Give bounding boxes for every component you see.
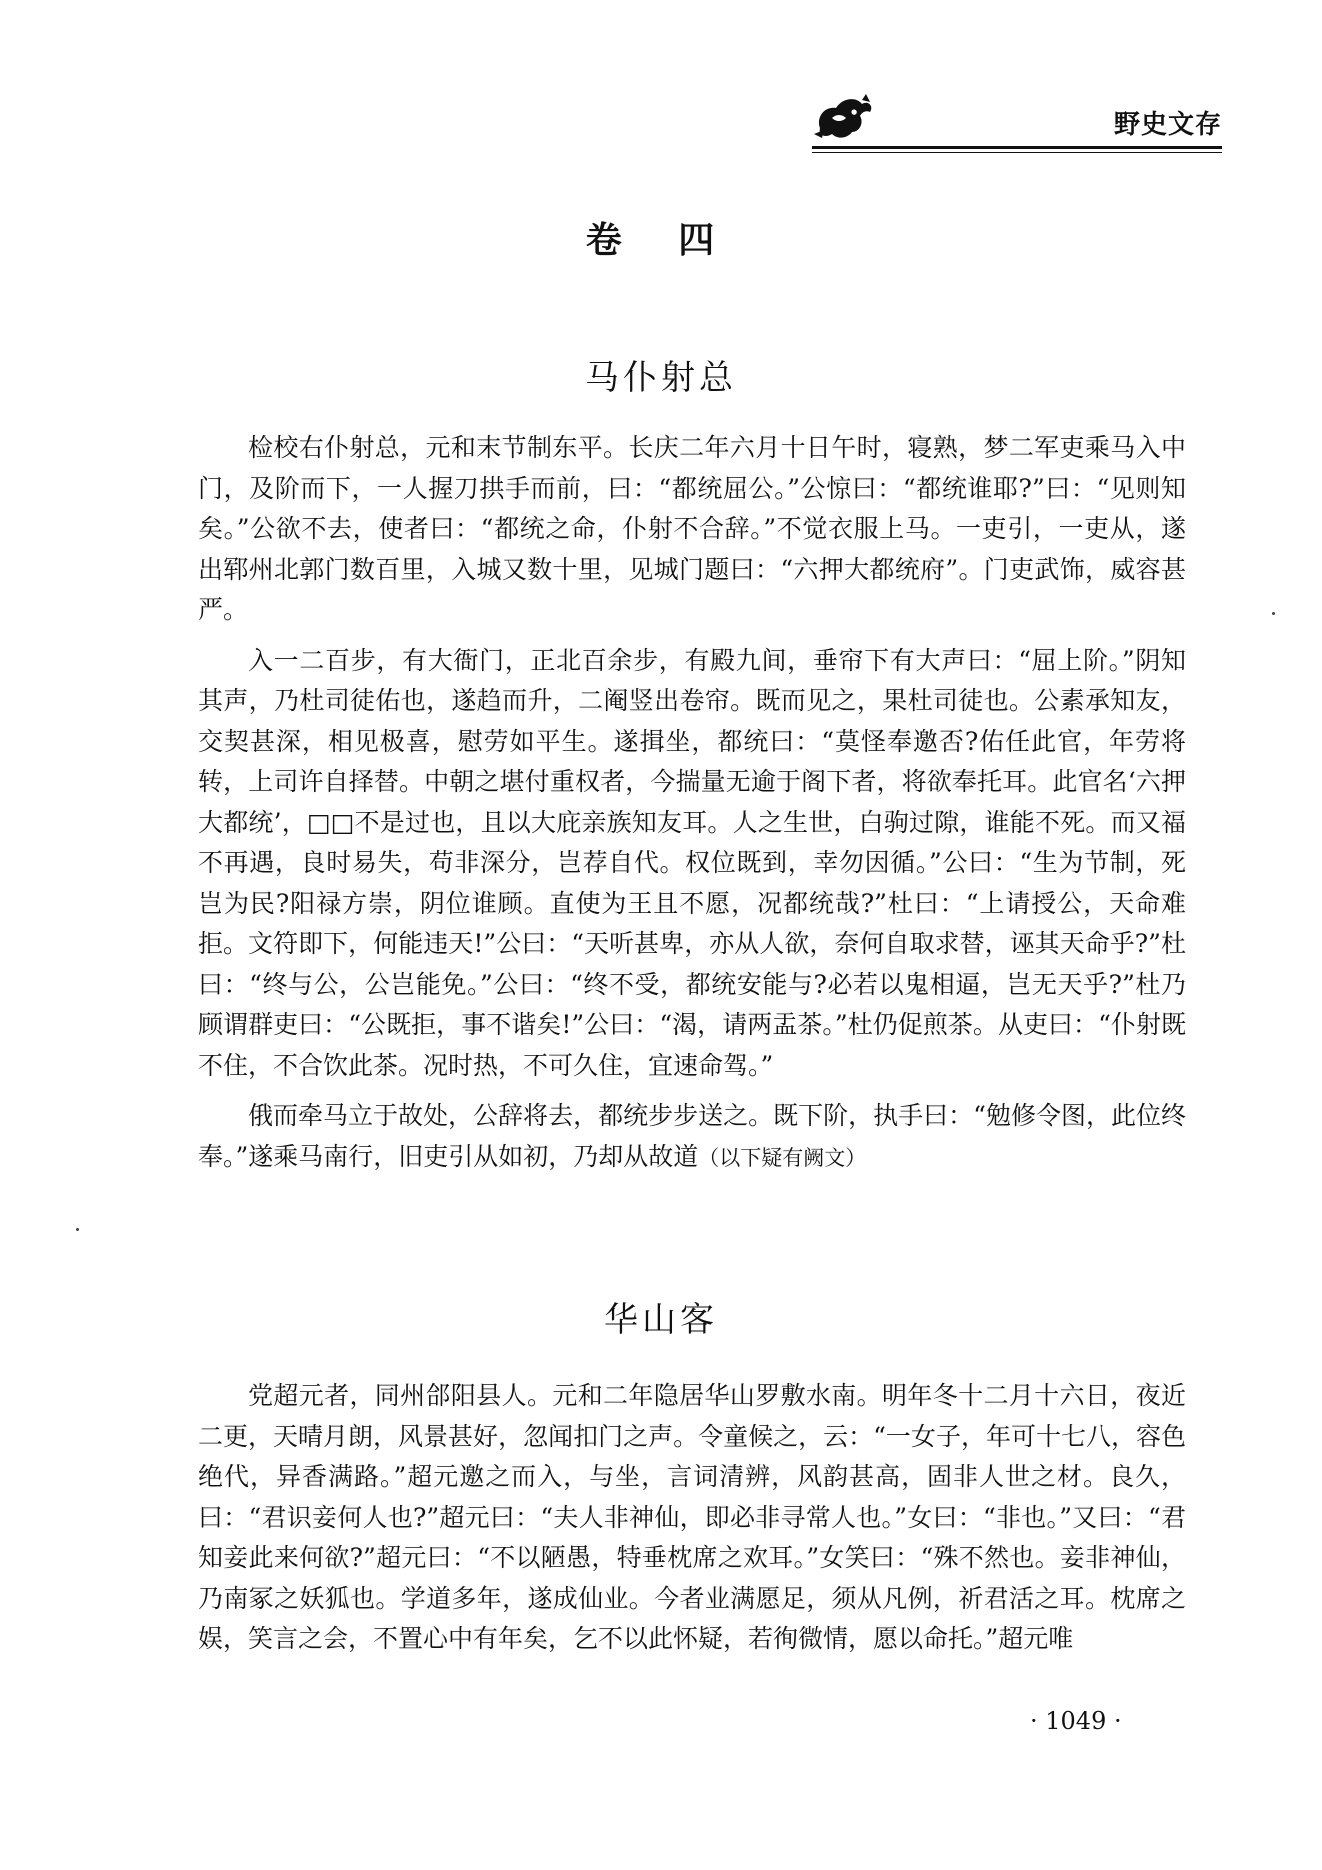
- header-rule-thin: [812, 152, 1222, 153]
- scan-speck: [1272, 612, 1275, 615]
- dragon-emblem-icon: [812, 88, 876, 144]
- section-body: [198, 1376, 1186, 1670]
- series-title: 野史文存: [1113, 110, 1222, 140]
- volume-title: 卷 四: [585, 220, 737, 261]
- paragraph: 入一二百步，有大衙门，正北百余步，有殿九间，垂帘下有大声曰：“屈上阶。”阴知其声，乃杜司徒佑也，遂趋而升，二阉竖出卷帘。既而见之，果杜司徒也。公素承知友，交契甚深，相见极喜，慰劳如平生。遂揖坐，都统曰：“莫怪奉邀否?佑任此官，年劳将转，上司许自择替。中朝之堪付重权者，今揣量无逾于阁下者，将欲奉托耳。此官名‘六押大都统’，□□不是过也，且以大庇亲族知友耳。人之生世，白驹过隙，谁能不死。而又福不再遇，良时易失，苟非深分，岂荐自代。权位既到，幸勿因循。”公曰：“生为节制，死岂为民?阳禄方崇，阴位谁顾。直使为王且不愿，况都统哉?”杜曰：“上请授公，天命难拒。文符即下，何能违天!”公曰：“天听甚卑，亦从人欲，奈何自取求替，诬其天命乎?”杜曰：“终与公，公岂能免。”公曰：“终不受，都统安能与?必若以鬼相逼，岂无天乎?”杜乃顾谓群吏曰：“公既拒，事不谐矣!”公曰：“渴，请两盂茶。”杜仍促煎茶。从吏曰：“仆射既不住，不合饮此茶。况时热，不可久住，宜速命驾。”: [198, 645, 1186, 1080]
- section-body: [198, 428, 1186, 1188]
- header-rule-thick: [812, 146, 1222, 149]
- scan-speck: [76, 1228, 79, 1231]
- paragraph: [198, 1096, 1186, 1178]
- paragraph: 党超元者，同州郃阳县人。元和二年隐居华山罗敷水南。明年冬十二月十六日，夜近二更，天晴月朗，风景甚好，忽闻扣门之声。令童候之，云：“一女子，年可十七八，容色绝代，异香满路。”超元邀之而入，与坐，言词清辨，风韵甚高，固非人世之材。良久，曰：“君识妾何人也?”超元曰：“夫人非神仙，即必非寻常人也。”女曰：“非也。”又曰：“君知妾此来何欲?”超元曰：“不以陋愚，特垂枕席之欢耳。”女笑曰：“殊不然也。妾非神仙，乃南冢之妖狐也。学道多年，遂成仙业。今者业满愿足，须从凡例，祈君活之耳。枕席之娱，笑言之会，不置心中有年矣，乞不以此怀疑，若徇微情，愿以命托。”超元唯: [198, 1381, 1186, 1653]
- paragraph: 检校右仆射总，元和末节制东平。长庆二年六月十日午时，寝熟，梦二军吏乘马入中门，及阶而下，一人握刀拱手而前，曰：“都统屈公。”公惊曰：“都统谁耶?”曰：“见则知矣。”公欲不去，使者曰：“都统之命，仆射不合辞。”不觉衣服上马。一吏引，一吏从，遂出郓州北郭门数百里，入城又数十里，见城门题曰：“六押大都统府”。门吏武饰，威容甚严。: [198, 433, 1186, 624]
- paragraph-text: 俄而牵马立于故处，公辞将去，都统步步送之。既下阶，执手曰：“勉修令图，此位终奉。”遂乘马南行，旧吏引从如初，乃却从故道: [198, 1101, 1186, 1171]
- page-number: · 1049 ·: [1030, 1707, 1122, 1735]
- running-header: [812, 88, 1222, 150]
- editorial-note: （以下疑有阙文）: [698, 1145, 867, 1170]
- section-title: 马仆射总: [585, 358, 737, 398]
- section-title: 华山客: [604, 1300, 718, 1340]
